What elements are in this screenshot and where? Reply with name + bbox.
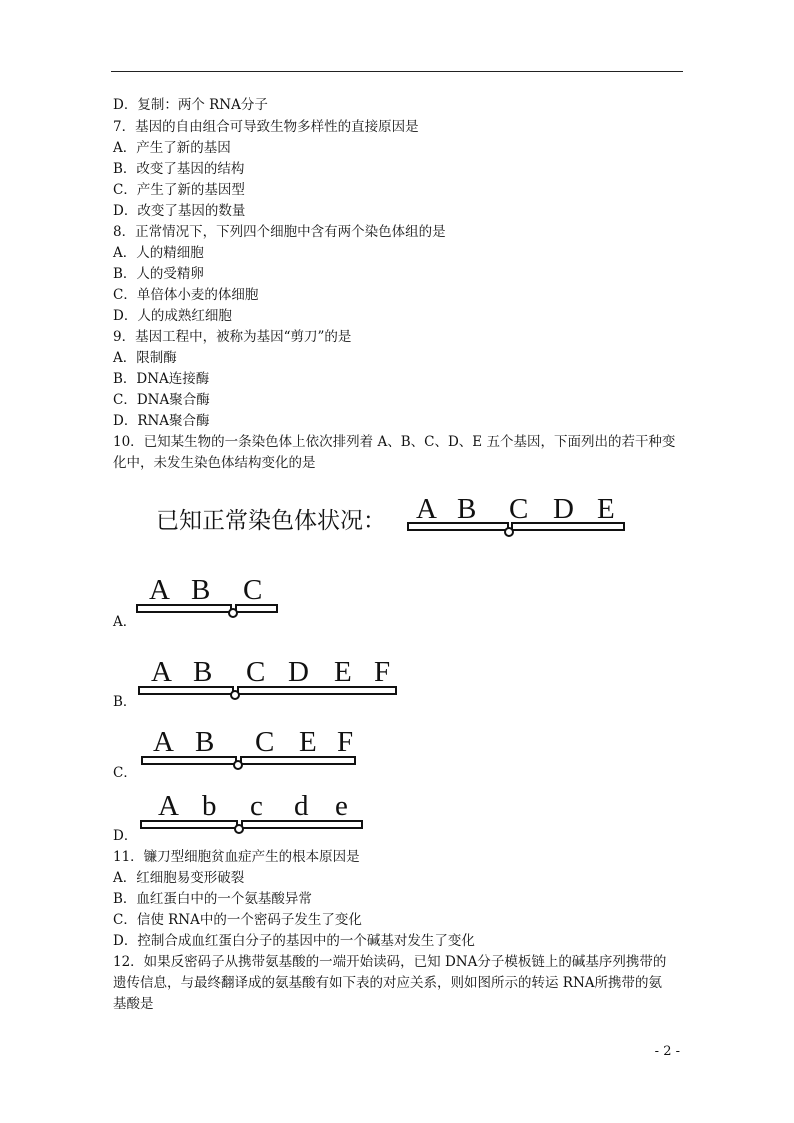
q10-option-a-label: A． — [113, 614, 137, 630]
gene-label: D — [288, 656, 309, 688]
q9-option-b: B．DNA连接酶 — [113, 371, 210, 387]
chromosome-arm-left — [137, 605, 231, 612]
gene-label: C — [246, 656, 266, 688]
gene-label: e — [335, 790, 348, 822]
q10-stem-line1: 10．已知某生物的一条染色体上依次排列着 A、B、C、D、E 五个基因，下面列出的若干种变 — [113, 434, 676, 450]
chromosome-arm-right — [238, 687, 396, 694]
chromosome-arm-left — [141, 821, 237, 828]
q9-option-c: C．DNA聚合酶 — [113, 392, 210, 408]
normal-chromosome-figure — [150, 490, 640, 546]
gene-label: B — [195, 726, 215, 758]
q9-option-a: A．限制酶 — [113, 350, 177, 366]
figure-caption: 已知正常染色体状况： — [156, 508, 386, 534]
chromosome-arm-left — [142, 757, 236, 764]
gene-label: C — [255, 726, 275, 758]
q6-option-d: D．复制：两个 RNA分子 — [113, 97, 268, 113]
gene-label: B — [191, 574, 211, 606]
chromosome-arm-right — [242, 821, 362, 828]
q12-stem-line1: 12．如果反密码子从携带氨基酸的一端开始读码，已知 DNA分子模板链上的碱基序列携带的 — [113, 954, 667, 970]
gene-label: C — [509, 493, 529, 525]
gene-label: A — [149, 574, 170, 606]
gene-label: F — [374, 656, 391, 688]
q8-option-c: C．单倍体小麦的体细胞 — [113, 287, 259, 303]
gene-label: E — [597, 493, 615, 525]
q7-option-a: A．产生了新的基因 — [113, 140, 231, 156]
gene-label: D — [553, 493, 574, 525]
page-number: - 2 - — [654, 1044, 680, 1059]
gene-label: A — [153, 726, 174, 758]
gene-label: d — [294, 790, 309, 822]
q10-option-d-label: D． — [113, 828, 138, 844]
q9-option-d: D．RNA聚合酶 — [113, 413, 210, 429]
gene-label: B — [193, 656, 213, 688]
q7-stem: 7．基因的自由组合可导致生物多样性的直接原因是 — [113, 119, 419, 135]
q12-stem-line2: 遗传信息，与最终翻译成的氨基酸有如下表的对应关系，则如图所示的转运 RNA所携带的氨 — [113, 975, 663, 991]
centromere — [505, 528, 513, 536]
gene-label: B — [457, 493, 477, 525]
centromere — [231, 691, 239, 699]
q11-option-c: C．信使 RNA中的一个密码子发生了变化 — [113, 912, 362, 928]
q9-stem: 9．基因工程中，被称为基因“剪刀”的是 — [113, 329, 352, 345]
q10-option-b-label: B． — [113, 694, 137, 710]
option-b-chromosome — [136, 652, 404, 702]
q11-option-d: D．控制合成血红蛋白分子的基因中的一个碱基对发生了变化 — [113, 933, 475, 949]
centromere — [234, 761, 242, 769]
q8-stem: 8．正常情况下，下列四个细胞中含有两个染色体组的是 — [113, 224, 446, 240]
option-d-chromosome — [138, 785, 370, 835]
header-rule — [111, 71, 683, 72]
gene-label: E — [334, 656, 352, 688]
centromere — [235, 825, 243, 833]
q8-option-b: B．人的受精卵 — [113, 266, 204, 282]
gene-label: A — [158, 790, 179, 822]
gene-label: b — [202, 790, 217, 822]
gene-label: C — [243, 574, 263, 606]
chromosome-arm-right — [236, 605, 277, 612]
option-a-chromosome — [134, 570, 284, 620]
q8-option-d: D．人的成熟红细胞 — [113, 308, 232, 324]
option-c-chromosome — [139, 722, 363, 772]
q10-stem-line2: 化中，未发生染色体结构变化的是 — [113, 455, 316, 471]
gene-label: F — [337, 726, 354, 758]
gene-label: E — [299, 726, 317, 758]
q11-option-b: B．血红蛋白中的一个氨基酸异常 — [113, 891, 312, 907]
q12-stem-line3: 基酸是 — [113, 996, 154, 1012]
gene-label: A — [151, 656, 172, 688]
chromosome-arm-right — [241, 757, 355, 764]
q7-option-c: C．产生了新的基因型 — [113, 182, 245, 198]
q10-option-c-label: C． — [113, 765, 137, 781]
q7-option-d: D．改变了基因的数量 — [113, 203, 246, 219]
q8-option-a: A．人的精细胞 — [113, 245, 204, 261]
gene-label: c — [250, 790, 263, 822]
q11-stem: 11．镰刀型细胞贫血症产生的根本原因是 — [113, 849, 360, 865]
q7-option-b: B．改变了基因的结构 — [113, 161, 245, 177]
chromosome-arm-left — [139, 687, 233, 694]
centromere — [229, 609, 237, 617]
q11-option-a: A．红细胞易变形破裂 — [113, 870, 245, 886]
gene-label: A — [416, 493, 437, 525]
